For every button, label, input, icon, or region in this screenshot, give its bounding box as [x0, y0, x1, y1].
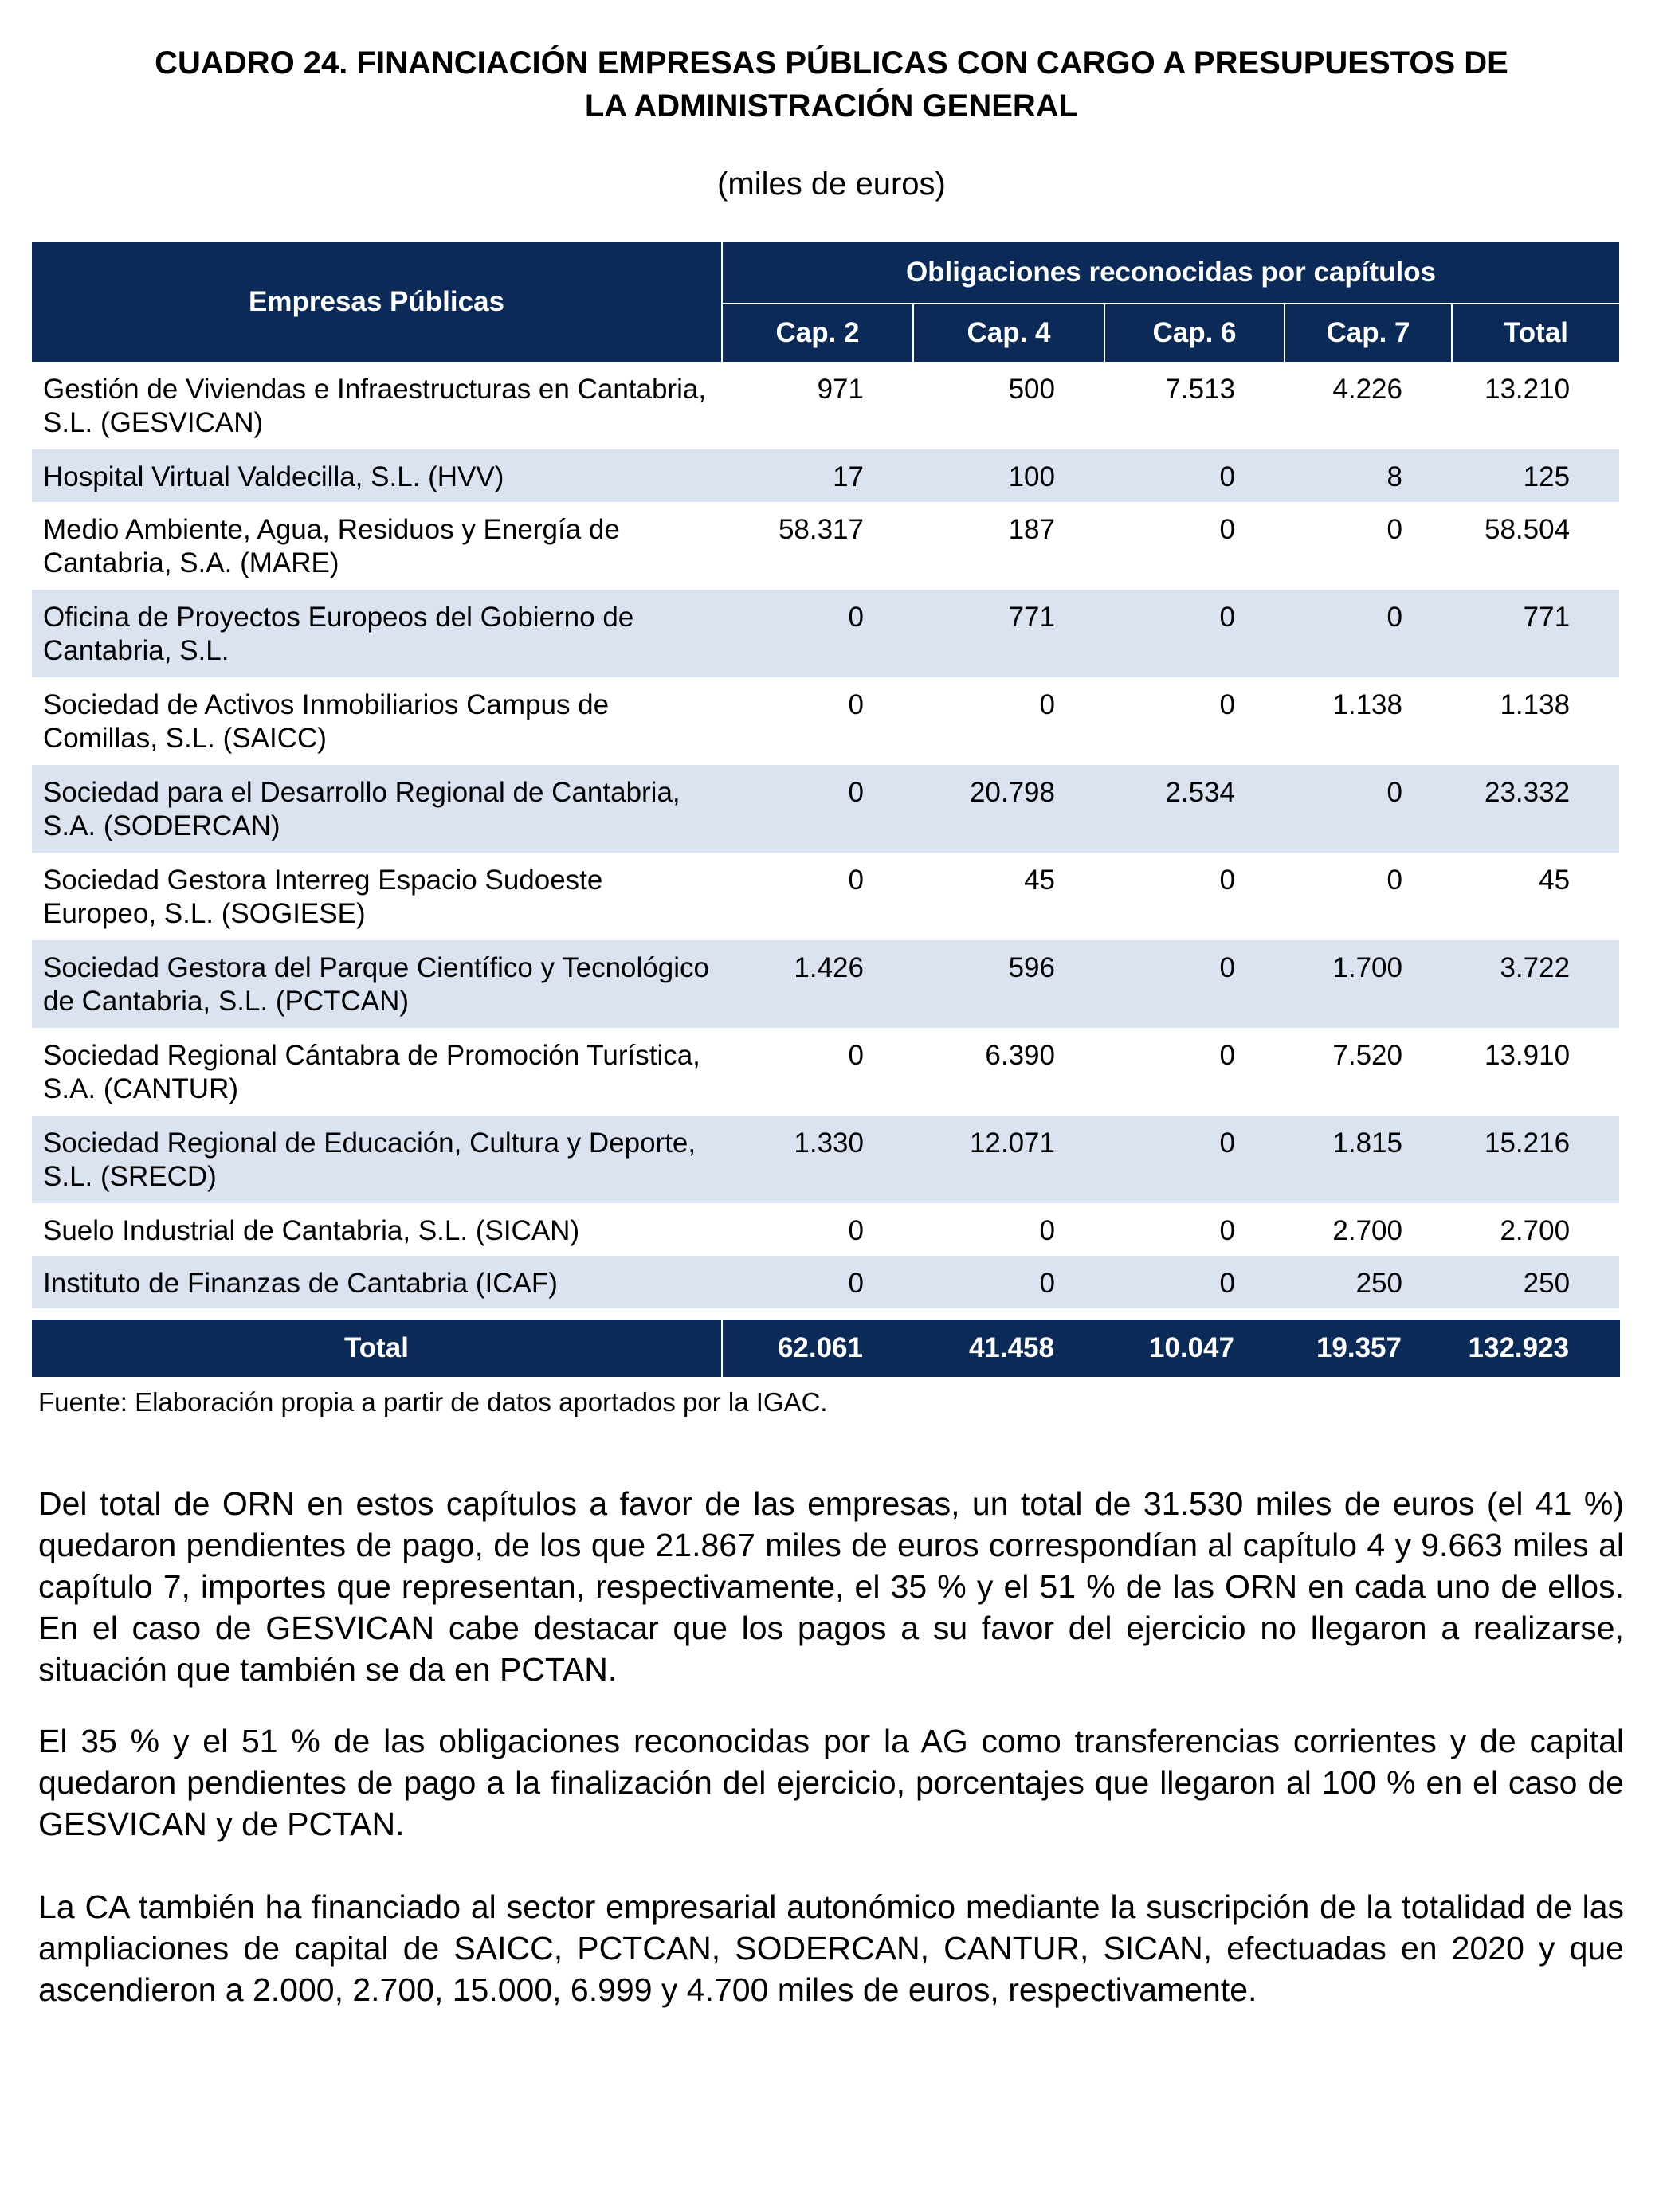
total-value-cap7: 19.357 — [1285, 1320, 1452, 1377]
row-value-cap6: 0 — [1104, 1256, 1285, 1308]
row-value-cap6: 0 — [1219, 865, 1235, 896]
row-company-name: Medio Ambiente, Agua, Residuos y Energía de Cantabria, S.A. (MARE) — [43, 514, 620, 578]
row-value-cap6: 0 — [1219, 1040, 1235, 1071]
header-cap6: Cap. 6 — [1104, 304, 1285, 362]
row-value-cap2: 0 — [848, 1215, 864, 1246]
row-value-cap4: 771 — [913, 590, 1104, 677]
row-value-cap7: 0 — [1386, 514, 1402, 545]
table-row — [32, 765, 1619, 853]
row-value-cap4: 187 — [1008, 514, 1055, 545]
row-company-name: Sociedad Gestora Interreg Espacio Sudoeste Europeo, S.L. (SOGIESE) — [43, 865, 603, 929]
row-value-cap2: 0 — [848, 865, 864, 896]
row-value-cap6: 0 — [1104, 590, 1285, 677]
title-line-2: LA ADMINISTRACIÓN GENERAL — [584, 88, 1079, 124]
row-value-cap6: 0 — [1104, 940, 1285, 1028]
header-cap4: Cap. 4 — [913, 304, 1104, 362]
paragraph-1: Del total de ORN en estos capítulos a favor de las empresas, un total de 31.530 miles de euros (el 41 %) quedaron pendientes de pago, de los que 21.867 miles de euros correspondían al capítulo 4 y 9.663 miles al capítulo 7, importes que representan, respectivamente, el 35 % y el 51 % de las ORN en cada uno de ellos. En el caso de GESVICAN cabe destacar que los pagos a su favor del ejercicio no llegaron a realizarse, situación que también se da en PCTAN. — [38, 1485, 1624, 1688]
row-value-cap6: 2.534 — [1104, 765, 1285, 853]
row-value-total: 771 — [1452, 590, 1619, 677]
units-label: (miles de euros) — [717, 167, 946, 202]
row-value-cap7: 1.815 — [1285, 1116, 1452, 1203]
row-value-cap7: 0 — [1285, 590, 1452, 677]
row-value-cap7: 2.700 — [1332, 1215, 1402, 1246]
row-value-cap4: 6.390 — [985, 1040, 1055, 1071]
row-value-total: 125 — [1452, 449, 1619, 502]
row-value-cap4: 0 — [1039, 1215, 1055, 1246]
table-title — [32, 41, 1631, 127]
row-value-cap2: 0 — [848, 689, 864, 720]
row-value-cap7: 1.138 — [1332, 689, 1402, 720]
row-value-cap2: 971 — [817, 374, 864, 405]
row-value-cap7: 8 — [1285, 449, 1452, 502]
row-company-name: Sociedad Gestora del Parque Científico y Tecnológico de Cantabria, S.L. (PCTCAN) — [32, 940, 722, 1028]
row-value-cap6: 0 — [1219, 689, 1235, 720]
row-value-total: 58.504 — [1485, 514, 1571, 545]
row-value-cap2: 0 — [722, 590, 913, 677]
table-row — [32, 449, 1619, 502]
row-value-total: 15.216 — [1452, 1116, 1619, 1203]
row-value-cap7: 250 — [1285, 1256, 1452, 1308]
header-cap7: Cap. 7 — [1285, 304, 1452, 362]
row-value-cap4: 0 — [913, 1256, 1104, 1308]
row-value-cap4: 45 — [1024, 865, 1055, 896]
row-value-cap6: 0 — [1104, 1116, 1285, 1203]
row-value-total: 13.210 — [1485, 374, 1571, 405]
row-company-name: Gestión de Viviendas e Infraestructuras en Cantabria, S.L. (GESVICAN) — [43, 374, 707, 438]
table-row — [32, 940, 1619, 1028]
financing-table — [32, 242, 1620, 1377]
total-row — [32, 1320, 1619, 1377]
table-row — [32, 502, 1619, 590]
table-row — [32, 1028, 1619, 1116]
total-value-total: 132.923 — [1452, 1320, 1619, 1377]
row-value-total: 2.700 — [1500, 1215, 1571, 1246]
total-value-cap2: 62.061 — [722, 1320, 913, 1377]
row-value-cap7: 4.226 — [1332, 374, 1402, 405]
row-value-cap4: 500 — [1008, 374, 1055, 405]
row-value-cap7: 7.520 — [1332, 1040, 1402, 1071]
table-row — [32, 1116, 1619, 1203]
row-value-cap4: 12.071 — [913, 1116, 1104, 1203]
row-value-cap2: 1.330 — [722, 1116, 913, 1203]
row-value-total: 23.332 — [1452, 765, 1619, 853]
row-value-cap7: 0 — [1285, 765, 1452, 853]
row-company-name: Hospital Virtual Valdecilla, S.L. (HVV) — [32, 449, 722, 502]
row-company-name: Sociedad Regional Cántabra de Promoción Turística, S.A. (CANTUR) — [43, 1040, 700, 1104]
row-value-cap2: 1.426 — [722, 940, 913, 1028]
row-value-cap4: 596 — [913, 940, 1104, 1028]
row-value-cap7: 0 — [1386, 865, 1402, 896]
row-value-cap4: 20.798 — [913, 765, 1104, 853]
row-value-cap6: 7.513 — [1165, 374, 1235, 405]
row-value-cap2: 17 — [722, 449, 913, 502]
row-value-cap6: 0 — [1219, 1215, 1235, 1246]
source-note: Fuente: Elaboración propia a partir de datos aportados por la IGAC. — [38, 1387, 828, 1417]
header-empresas: Empresas Públicas — [32, 242, 722, 362]
total-value-cap6: 10.047 — [1104, 1320, 1285, 1377]
total-spacer — [32, 1308, 1619, 1320]
row-company-name: Sociedad Regional de Educación, Cultura y Deporte, S.L. (SRECD) — [32, 1116, 722, 1203]
row-company-name: Instituto de Finanzas de Cantabria (ICAF) — [32, 1256, 722, 1308]
row-value-cap4: 100 — [913, 449, 1104, 502]
row-value-cap7: 1.700 — [1285, 940, 1452, 1028]
row-value-total: 250 — [1452, 1256, 1619, 1308]
table-row — [32, 590, 1619, 677]
row-value-cap2: 58.317 — [778, 514, 864, 545]
row-value-cap6: 0 — [1219, 514, 1235, 545]
row-value-cap4: 0 — [1039, 689, 1055, 720]
paragraph-3: La CA también ha financiado al sector empresarial autonómico mediante la suscripción de la totalidad de las ampliaciones de capital de SAICC, PCTCAN, SODERCAN, CANTUR, SICAN, efectuadas en 2020 y que ascendieron a 2.000, 2.700, 15.000, 6.999 y 4.700 miles de euros, respectivamente. — [38, 1888, 1624, 2008]
row-company-name: Sociedad de Activos Inmobiliarios Campus de Comillas, S.L. (SAICC) — [43, 689, 610, 754]
total-value-cap4: 41.458 — [913, 1320, 1104, 1377]
row-value-cap2: 0 — [848, 1040, 864, 1071]
table-row — [32, 853, 1619, 940]
row-value-total: 1.138 — [1500, 689, 1571, 720]
total-label: Total — [32, 1320, 722, 1377]
table-row — [32, 1203, 1619, 1256]
row-value-cap6: 0 — [1104, 449, 1285, 502]
row-value-total: 3.722 — [1452, 940, 1619, 1028]
title-line-1: CUADRO 24. FINANCIACIÓN EMPRESAS PÚBLICAS CON CARGO A PRESUPUESTOS DE — [155, 45, 1508, 80]
table-row — [32, 677, 1619, 765]
row-company-name: Suelo Industrial de Cantabria, S.L. (SICAN) — [43, 1215, 580, 1246]
row-value-total: 45 — [1539, 865, 1571, 896]
header-total: Total — [1452, 304, 1619, 362]
row-value-cap2: 0 — [722, 765, 913, 853]
header-cap2: Cap. 2 — [722, 304, 913, 362]
row-value-total: 13.910 — [1485, 1040, 1571, 1071]
row-company-name: Sociedad para el Desarrollo Regional de Cantabria, S.A. (SODERCAN) — [32, 765, 722, 853]
header-group: Obligaciones reconocidas por capítulos — [722, 242, 1619, 304]
row-value-cap2: 0 — [722, 1256, 913, 1308]
table-row — [32, 1256, 1619, 1308]
row-company-name: Oficina de Proyectos Europeos del Gobierno de Cantabria, S.L. — [32, 590, 722, 677]
paragraph-2: El 35 % y el 51 % de las obligaciones reconocidas por la AG como transferencias corrientes y de capital quedaron pendientes de pago a la finalización del ejercicio, porcentajes que llegaron al 100 % en el caso de GESVICAN y de PCTAN. — [38, 1723, 1624, 1842]
table-row — [32, 362, 1619, 449]
